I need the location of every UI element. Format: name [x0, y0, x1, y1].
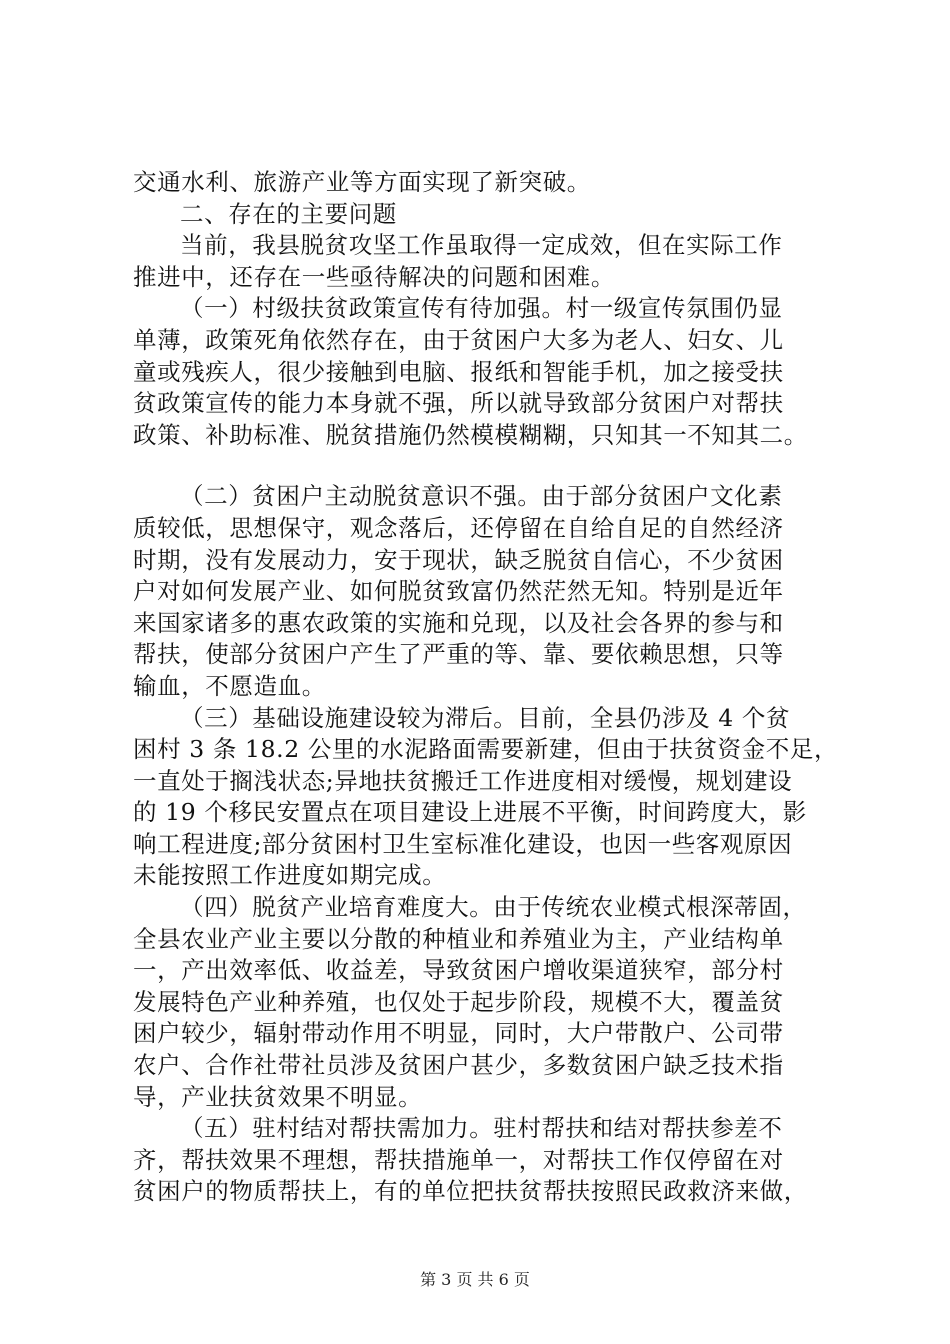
text-line: 发展特色产业种养殖，也仅处于起步阶段，规模不大，覆盖贫 [133, 987, 784, 1016]
text-line: （四）脱贫产业培育难度大。由于传统农业模式根深蒂固， [180, 893, 807, 922]
paragraph [133, 481, 833, 702]
text-line: 政策、补助标准、脱贫措施仍然模模糊糊，只知其一不知其二。 [133, 420, 808, 449]
text-line: 全县农业产业主要以分散的种植业和养殖业为主，产业结构单 [133, 924, 784, 953]
paragraph [133, 1113, 833, 1208]
text-line: 导，产业扶贫效果不明显。 [133, 1082, 423, 1111]
text-line: 帮扶，使部分贫困户产生了严重的等、靠、要依赖思想，只等 [133, 640, 784, 669]
text-line: 交通水利、旅游产业等方面实现了新突破。 [133, 168, 591, 196]
document-body [133, 167, 839, 1208]
text-line: 贫政策宣传的能力本身就不强，所以就导致部分贫困户对帮扶 [133, 389, 784, 418]
text-line: 困户较少，辐射带动作用不明显，同时，大户带散户、公司带 [133, 1019, 784, 1048]
text-line: （五）驻村结对帮扶需加力。驻村帮扶和结对帮扶参差不 [180, 1114, 783, 1143]
text-line: 质较低，思想保守，观念落后，还停留在自给自足的自然经济 [133, 513, 784, 542]
text-line: 单薄，政策死角依然存在，由于贫困户大多为老人、妇女、儿 [133, 325, 784, 354]
paragraph [133, 293, 833, 451]
text-line: 当前，我县脱贫攻坚工作虽取得一定成效，但在实际工作 [180, 231, 783, 260]
text-line: 一，产出效率低、收益差，导致贫困户增收渠道狭窄，部分村 [133, 956, 784, 985]
text-line: 二、存在的主要问题 [180, 199, 397, 228]
text-line: 户对如何发展产业、如何脱贫致富仍然茫然无知。特别是近年 [133, 577, 784, 606]
text-line: 一直处于搁浅状态;异地扶贫搬迁工作进度相对缓慢，规划建设 [133, 766, 793, 795]
paragraph-gap [133, 451, 833, 481]
text-line: 未能按照工作进度如期完成。 [133, 861, 447, 890]
text-line: 推进中，还存在一些亟待解决的问题和困难。 [133, 262, 615, 291]
text-line: （一）村级扶贫政策宣传有待加强。村一级宣传氛围仍显 [180, 294, 783, 323]
text-line: 时期，没有发展动力，安于现状，缺乏脱贫自信心，不少贫困 [133, 545, 784, 574]
text-line: （二）贫困户主动脱贫意识不强。由于部分贫困户文化素 [180, 482, 783, 511]
paragraph [133, 167, 833, 199]
paragraph [133, 230, 833, 293]
text-line: 童或残疾人，很少接触到电脑、报纸和智能手机，加之接受扶 [133, 357, 784, 386]
text-line: （三）基础设施建设较为滞后。目前，全县仍涉及 4 个贫 [180, 703, 791, 732]
text-line: 困村 3 条 18.2 公里的水泥路面需要新建，但由于扶贫资金不足， [133, 735, 839, 764]
section-heading [133, 199, 833, 231]
text-line: 农户、合作社带社员涉及贫困户甚少，多数贫困户缺乏技术指 [133, 1051, 784, 1080]
text-line: 响工程进度;部分贫困村卫生室标准化建设，也因一些客观原因 [133, 829, 793, 858]
text-line: 输血，不愿造血。 [133, 671, 326, 700]
paragraph [133, 703, 839, 893]
text-line: 的 19 个移民安置点在项目建设上进展不平衡，时间跨度大，影 [133, 798, 807, 827]
text-line: 来国家诸多的惠农政策的实施和兑现，以及社会各界的参与和 [133, 608, 784, 637]
text-line: 齐，帮扶效果不理想，帮扶措施单一，对帮扶工作仅停留在对 [133, 1145, 784, 1174]
paragraph [133, 892, 833, 1113]
text-line: 贫困户的物质帮扶上，有的单位把扶贫帮扶按照民政救济来做， [133, 1177, 808, 1206]
page-footer: 第 3 页 共 6 页 [420, 1270, 530, 1289]
